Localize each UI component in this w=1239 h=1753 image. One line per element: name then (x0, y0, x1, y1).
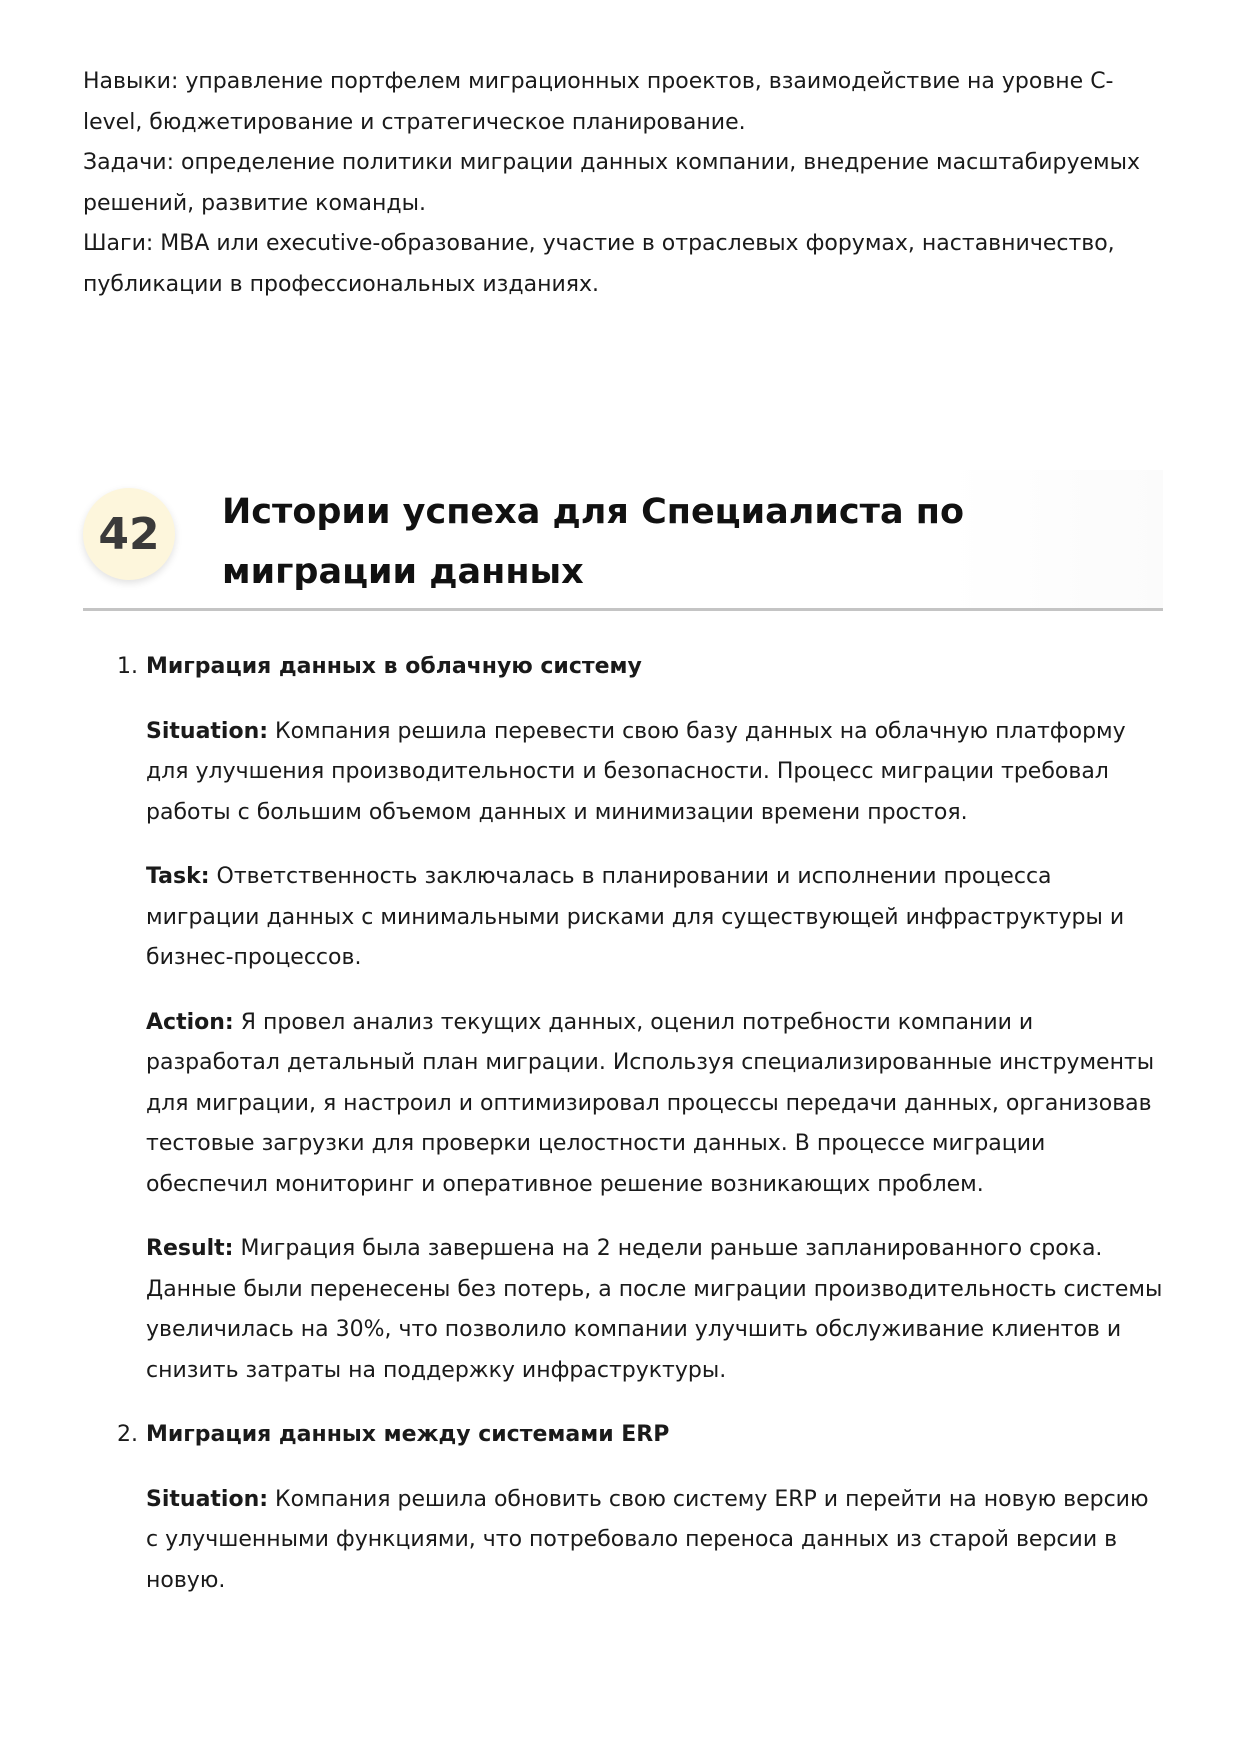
chapter-number-badge: 42 (83, 488, 175, 580)
result-label: Result: (146, 1236, 234, 1261)
story-item (83, 1415, 1163, 1601)
section-header (83, 470, 1163, 611)
situation-label: Situation: (146, 718, 269, 744)
story-title: Миграция данных между системами ERP (146, 1422, 670, 1447)
result-text: Миграция была завершена на 2 недели раньше запланированного срока. Данные были перенесены без потерь, а после миграции производительность системы увеличилась на 30%, что позволило компании улучшить обслуживание клиентов и снизить затраты на поддержку инфраструктуры. (146, 1236, 1163, 1383)
action-text: Я провел анализ текущих данных, оценил потребности компании и разработал детальный план миграции. Используя специализированные инструменты для миграции, я настроил и оптимизировал процессы передачи данных, организовав тестовые загрузки для проверки целостности данных. В процессе миграции обеспечил мониторинг и оперативное решение возникающих проблем. (146, 1009, 1155, 1197)
intro-tasks: Задачи: определение политики миграции данных компании, внедрение масштабируемых решений, развитие команды. (83, 150, 1141, 216)
intro-steps: Шаги: MBA или executive-образование, участие в отраслевых форумах, наставничество, публикации в профессиональных изданиях. (83, 231, 1115, 297)
task-label: Task: (146, 864, 210, 889)
story-item (83, 647, 1163, 1391)
situation-label: Situation: (146, 1486, 269, 1512)
situation-text: Компания решила перевести свою базу данных на облачную платформу для улучшения производительности и безопасности. Процесс миграции требовал работы с большим объемом данных и минимизации времени простоя. (146, 718, 1126, 825)
story-task (146, 857, 1163, 979)
story-action (146, 1003, 1163, 1206)
task-text: Ответственность заключалась в планировании и исполнении процесса миграции данных с минимальными рисками для существующей инфраструктуры и бизнес-процессов. (146, 864, 1125, 970)
intro-block (83, 62, 1163, 305)
story-situation (146, 1480, 1163, 1602)
stories-list (83, 647, 1163, 1601)
story-number: 2. (117, 1422, 138, 1447)
story-situation (146, 712, 1163, 834)
section-title: Истории успеха для Специалиста по миграции данных (222, 492, 964, 592)
story-title: Миграция данных в облачную систему (146, 654, 642, 679)
story-result (146, 1229, 1163, 1391)
story-number: 1. (117, 654, 138, 679)
intro-skills: Навыки: управление портфелем миграционных проектов, взаимодействие на уровне C-level, бюджетирование и стратегическое планирование. (83, 69, 1114, 135)
situation-text: Компания решила обновить свою систему ERP и перейти на новую версию с улучшенными функциями, что потребовало переноса данных из старой версии в новую. (146, 1486, 1149, 1593)
action-label: Action: (146, 1009, 234, 1035)
